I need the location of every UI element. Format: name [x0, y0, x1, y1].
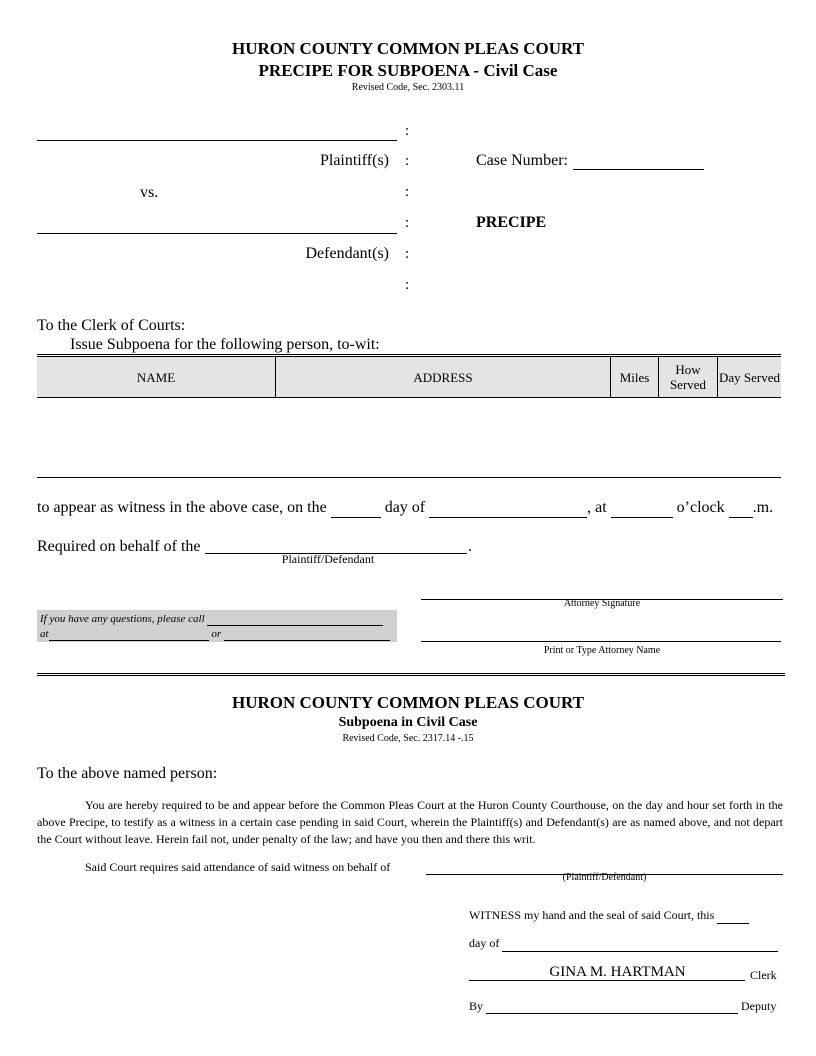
appear-time-field[interactable] — [611, 499, 673, 518]
questions-or-text: or — [211, 628, 222, 640]
day-of-field[interactable] — [502, 936, 778, 952]
witness-entry-area[interactable] — [37, 397, 781, 477]
subpoena-title: Subpoena in Civil Case — [338, 715, 478, 730]
witness-table — [37, 354, 781, 398]
witness-day-field[interactable] — [717, 908, 749, 924]
questions-or-field[interactable] — [224, 628, 390, 641]
form-title: PRECIPE FOR SUBPOENA - Civil Case — [258, 61, 558, 80]
appear-ampm-field[interactable] — [729, 499, 753, 518]
witness-table-header — [37, 356, 781, 398]
appear-m-text: .m. — [752, 499, 774, 516]
attendance-text: Said Court requires said attendance of said witness on behalf of — [85, 860, 391, 874]
deputy-signature-line[interactable] — [486, 1013, 738, 1014]
appear-month-field[interactable] — [429, 499, 587, 518]
subpoena-greeting: To the above named person: — [37, 765, 218, 782]
questions-phone-field[interactable] — [207, 613, 383, 626]
caption-colon: : — [405, 246, 410, 262]
court-title: HURON COUNTY COMMON PLEAS COURT — [232, 39, 584, 58]
attendance-caption: (Plaintiff/Defendant) — [562, 872, 647, 883]
section-divider — [37, 673, 785, 676]
column-header-day-served: Day Served — [718, 356, 782, 398]
to-clerk-label: To the Clerk of Courts: — [37, 317, 186, 334]
caption-colon: : — [405, 184, 410, 200]
column-header-address: ADDRESS — [276, 356, 611, 398]
questions-line-1 — [40, 613, 383, 626]
day-of-line — [469, 936, 778, 952]
questions-call-text: If you have any questions, please call — [40, 613, 205, 625]
appear-day-of-text: day of — [384, 499, 426, 516]
subpoena-body: You are hereby required to be and appear before the Common Pleas Court at the Huron County Courthouse, on the day and hour set forth in the above Precipe, to testify as a witness in a certain case pending in said Court, wherein the Plaintiff(s) and Defendant(s) are as named above, and not depart the Court without leave. Herein fail not, under penalty of the law; and have you then and there this writ. — [37, 798, 783, 846]
behalf-period: . — [468, 538, 472, 555]
appear-at-text: , at — [587, 499, 607, 516]
witness-line — [469, 908, 749, 924]
witness-table-bottom-rule — [37, 477, 781, 478]
attorney-name-caption: Print or Type Attorney Name — [543, 645, 661, 656]
caption-colon: : — [405, 123, 410, 139]
case-number-label: Case Number: — [476, 152, 568, 169]
statute-reference: Revised Code, Sec. 2303.11 — [351, 82, 465, 93]
attorney-signature-caption: Attorney Signature — [563, 598, 641, 609]
column-header-how-served: How Served — [659, 356, 718, 398]
clerk-name: GINA M. HARTMAN — [549, 964, 686, 980]
precipe-heading: PRECIPE — [476, 214, 547, 231]
day-of-text: day of — [469, 936, 500, 950]
plaintiff-name-line[interactable] — [37, 140, 397, 141]
caption-colon: : — [405, 277, 410, 293]
behalf-label: Required on behalf of the — [37, 538, 201, 555]
column-header-name: NAME — [37, 356, 276, 398]
appear-day-field[interactable] — [331, 499, 381, 518]
case-number-field[interactable] — [573, 169, 704, 170]
clerk-title: Clerk — [750, 968, 777, 982]
versus-label: vs. — [140, 184, 159, 201]
questions-at-text: at — [40, 628, 49, 640]
column-header-miles: Miles — [611, 356, 659, 398]
appear-text: to appear as witness in the above case, on the — [37, 499, 327, 516]
subpoena-court-title: HURON COUNTY COMMON PLEAS COURT — [232, 693, 584, 712]
questions-line-2 — [40, 628, 390, 641]
attorney-name-line[interactable] — [421, 641, 781, 642]
defendant-label: Defendant(s) — [305, 245, 389, 262]
deputy-label: Deputy — [741, 999, 777, 1013]
defendant-name-line[interactable] — [37, 233, 397, 234]
appear-sentence — [37, 499, 773, 518]
plaintiff-label: Plaintiff(s) — [319, 152, 389, 169]
questions-at-field[interactable] — [49, 628, 209, 641]
subpoena-statute: Revised Code, Sec. 2317.14 -.15 — [342, 733, 474, 744]
caption-colon: : — [405, 215, 410, 231]
appear-oclock-text: o’clock — [676, 499, 725, 516]
by-label: By — [469, 999, 484, 1013]
witness-text: WITNESS my hand and the seal of said Court, this — [469, 908, 715, 922]
caption-colon: : — [405, 153, 410, 169]
issue-subpoena-text: Issue Subpoena for the following person, to-wit: — [70, 336, 380, 353]
behalf-caption: Plaintiff/Defendant — [281, 552, 375, 566]
